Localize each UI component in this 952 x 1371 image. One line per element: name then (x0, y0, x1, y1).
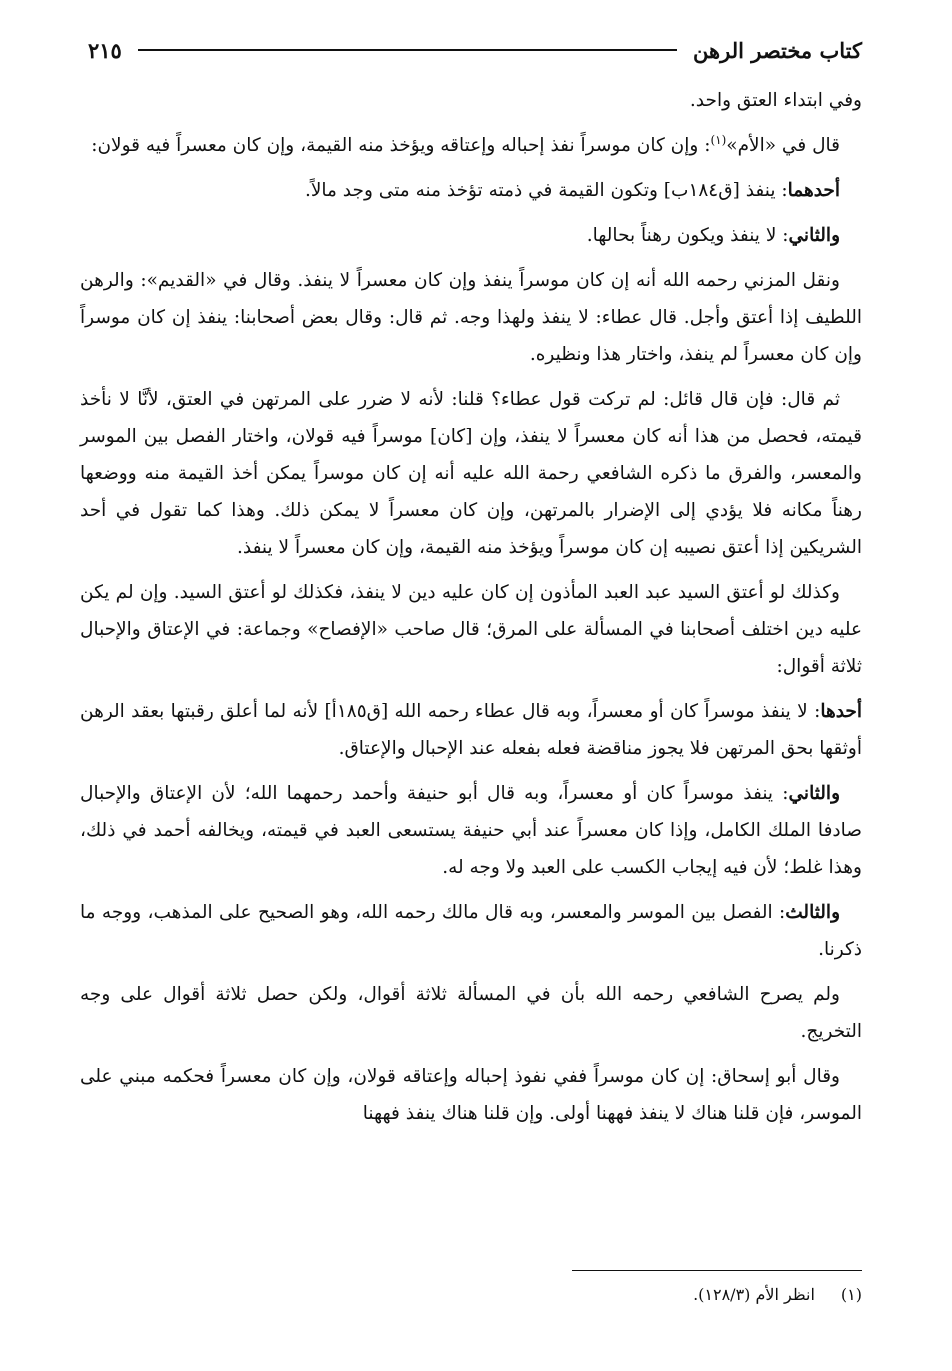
paragraph (80, 693, 862, 767)
paragraph-text: وقال أبو إسحاق: إن كان موسراً ففي نفوذ إحباله وإعتاقه قولان، وإن كان معسراً فحكمه مبني على الموسر، فإن قلنا هناك لا ينفذ فههنا أولى. وإن قلنا هناك ينفذ فههنا (80, 1066, 862, 1124)
paragraph (80, 381, 862, 566)
paragraph-text: وكذلك لو أعتق السيد عبد العبد المأذون إن كان عليه دين لا ينفذ، فكذلك لو أعتق السيد. وإن لم يكن عليه دين اختلف أصحابنا في المسألة على المرق؛ قال صاحب «الإفصاح» وجماعة: في الإعتاق والإحبال ثلاثة أقوال: (80, 582, 862, 677)
paragraph-text: : لا ينفذ موسراً كان أو معسراً، وبه قال عطاء رحمه الله [ق١٨٥أ] لأنه لما أعلق رقبتها بعقد الرهن أوثقها بحق المرتهن فلا يجوز مناقضة فعله بفعله عند الإحبال والإعتاق. (80, 701, 862, 759)
body-text (80, 82, 862, 1140)
paragraph-text: : الفصل بين الموسر والمعسر، وبه قال مالك رحمه الله، وهو الصحيح على المذهب، ووجه ما ذكرنا. (80, 902, 862, 960)
page-header (88, 24, 862, 76)
paragraph-text: قال في «الأم» (726, 135, 840, 156)
paragraph (80, 262, 862, 373)
header-rule (138, 49, 677, 51)
paragraph (80, 172, 862, 209)
paragraph-text: ونقل المزني رحمه الله أنه إن كان موسراً ينفذ وإن كان معسراً لا ينفذ. وقال في «القديم»: والرهن اللطيف إذا أعتق وأجل. قال عطاء: لا ينفذ ولهذا وجه. ثم قال: وقال بعض أصحابنا: ينفذ إن كان موسراً وإن كان معسراً لم ينفذ، واختار هذا ونظيره. (80, 270, 862, 365)
page-number: ٢١٥ (88, 37, 122, 63)
book-title: كتاب مختصر الرهن (693, 37, 862, 63)
paragraph (80, 976, 862, 1050)
paragraph-text: : وإن كان موسراً نفذ إحباله وإعتاقه ويؤخذ منه القيمة، وإن كان معسراً فيه قولان: (91, 135, 711, 156)
footnote-reference[interactable]: (١) (710, 132, 727, 147)
paragraph-text: ثم قال: فإن قال قائل: لم تركت قول عطاء؟ قلنا: لأنه لا ضرر على المرتهن في العتق، لأنَّا لا نأخذ قيمته، فحصل من هذا أنه كان معسراً لا ينفذ، وإن [كان] موسراً فيه قولان، واختار الفصل بين الموسر والمعسر، والفرق ما ذكره الشافعي رحمة الله عليه أنه إن كان موسراً يمكن أخذ القيمة منه ووضعها رهناً مكانه فلا يؤدي إلى الإضرار بالمرتهن، وإن كان معسراً لا يمكن ذلك. وهذا كما تقول في أحد الشريكين إذا أعتق نصيبه إن كان موسراً ويؤخذ منه القيمة، وإن كان معسراً لا ينفذ. (80, 389, 862, 558)
paragraph-text: : ينفذ [ق١٨٤ب] وتكون القيمة في ذمته تؤخذ منه متى وجد مالاً. (304, 180, 788, 201)
paragraph (80, 775, 862, 886)
footnote-text: انظر الأم (١٢٨/٣). (693, 1285, 815, 1304)
paragraph (80, 894, 862, 968)
footnote (362, 1282, 862, 1308)
paragraph-lead: والثاني (788, 783, 840, 804)
paragraph-lead: أحدها (820, 701, 862, 722)
paragraph-text: : ينفذ موسراً كان أو معسراً، وبه قال أبو حنيفة وأحمد رحمهما الله؛ لأن الإعتاق والإحبال صادفا الملك الكامل، وإذا كان معسراً عند أبي حنيفة يستسعى العبد في قيمته، ويخالفه أحمد في ذلك، وهذا غلط؛ لأن فيه إيجاب الكسب على العبد ولا وجه له. (80, 783, 862, 878)
paragraph-text: : لا ينفذ ويكون رهناً بحالها. (586, 225, 789, 246)
paragraph (80, 574, 862, 685)
paragraph (80, 82, 862, 119)
paragraph-lead: أحدهما (787, 180, 840, 201)
footnote-rule (572, 1270, 862, 1271)
paragraph (80, 217, 862, 254)
paragraph-lead: والثالث (785, 902, 840, 923)
paragraph-lead: والثاني (788, 225, 840, 246)
paragraph-text: ولم يصرح الشافعي رحمه الله بأن في المسألة ثلاثة أقوال، ولكن حصل ثلاثة أقوال على وجه التخريج. (80, 984, 862, 1042)
paragraph-text: وفي ابتداء العتق واحد. (689, 90, 862, 111)
paragraph (80, 1058, 862, 1132)
footnote-mark: (١) (840, 1285, 862, 1304)
paragraph (80, 127, 862, 164)
